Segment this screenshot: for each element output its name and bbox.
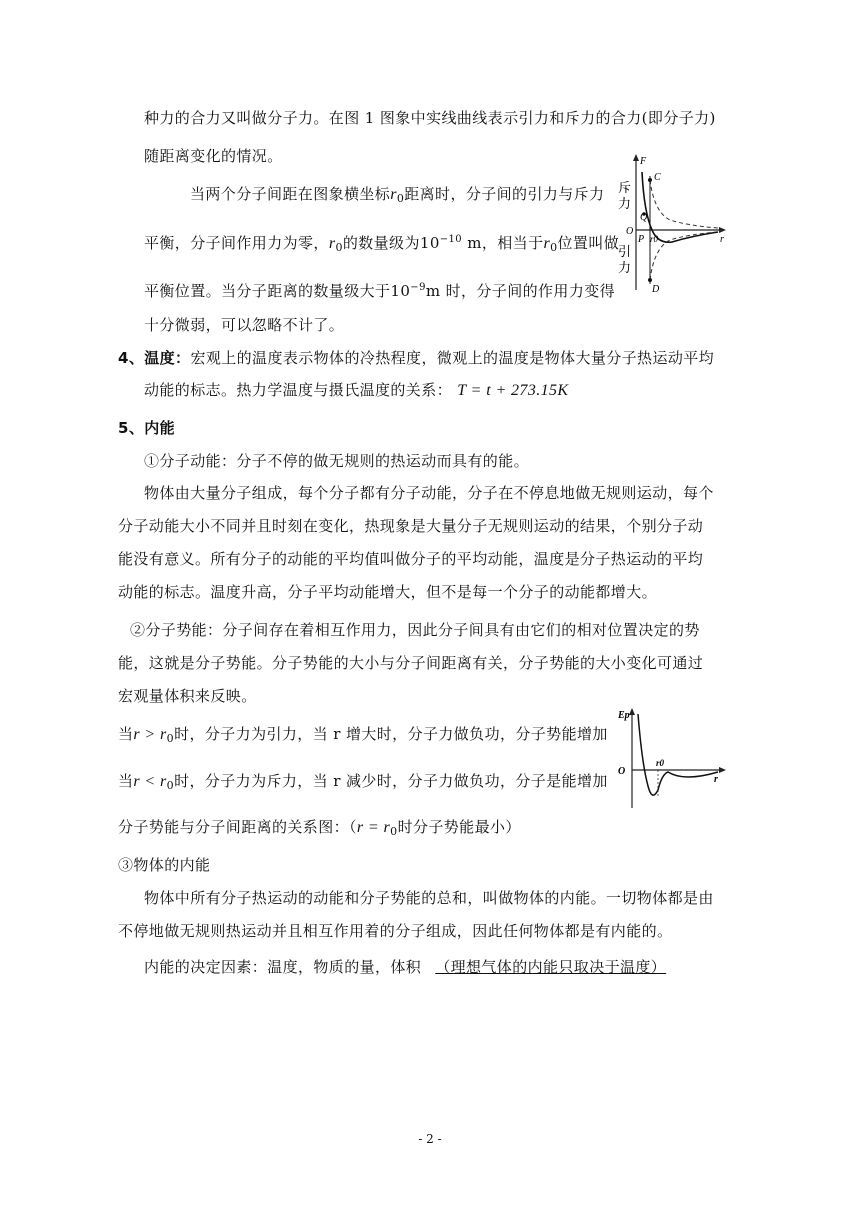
- text-line: 物体中所有分子热运动的动能和分子势能的总和，叫做物体的内能。一切物体都是由: [144, 889, 714, 907]
- text-line: 动能的标志。温度升高，分子平均动能增大，但不是每一个分子的动能都增大。: [118, 583, 658, 601]
- text-line: 物体由大量分子组成，每个分子都有分子动能，分子在不停息地做无规则运动，每个: [144, 484, 714, 502]
- y-arrow: [633, 154, 639, 161]
- label-li2: 力: [618, 260, 632, 275]
- label-D: D: [652, 284, 660, 294]
- x-arrow: [719, 227, 726, 233]
- label-Q: Q: [640, 212, 648, 223]
- text-line: 内能的决定因素：温度，物质的量，体积 （理想气体的内能只取决于温度）: [144, 958, 667, 976]
- label-Ep: Ep: [618, 710, 630, 721]
- underlined-note: （理想气体的内能只取决于温度）: [435, 958, 667, 976]
- label-O: O: [626, 226, 634, 237]
- text-line: 平衡位置。当分子距离的数量级大于$10^{-9}m$ 时，分子间的作用力变得: [144, 282, 616, 300]
- text-line: 平衡，分子间作用力为零，$r_0$的数量级为$10^{-10}$ m，相当于$r_0$位置叫做: [144, 234, 620, 254]
- label-r0: r0: [656, 758, 665, 768]
- subsection-heading: ③物体的内能: [118, 856, 211, 874]
- label-li: 力: [618, 196, 632, 211]
- text-line: 能，这就是分子势能。分子势能的大小与分子间距离有关，分子势能的大小变化可通过: [118, 654, 704, 672]
- label-r: r: [714, 774, 718, 785]
- label-r: r: [720, 234, 724, 245]
- text-line: 动能的标志。热力学温度与摄氏温度的关系： T = t + 273.15K: [144, 381, 569, 399]
- text-line: 当两个分子间距在图象横坐标$r_0$距离时，分子间的引力与斥力: [190, 185, 605, 205]
- text-line: 能没有意义。所有分子的动能的平均值叫做分子的平均动能，温度是分子热运动的平均: [118, 550, 704, 568]
- section-heading: 4、温度：: [118, 349, 191, 367]
- label-yin: 引: [618, 244, 632, 259]
- potential-curve: [638, 714, 718, 795]
- point-C: [648, 178, 652, 182]
- x-arrow: [719, 767, 726, 773]
- label-chi: 斥: [618, 180, 632, 195]
- text-line: 当$r < r_0$时，分子力为斥力，当 r 减少时，分子力做负功，分子是能增加: [118, 772, 608, 792]
- section-heading: 5、内能: [118, 419, 176, 437]
- label-r0: r0: [650, 234, 659, 244]
- text-line: 十分微弱，可以忽略不计了。: [144, 316, 345, 334]
- text-line: 分子势能与分子间距离的关系图：（$r = r_0$时分子势能最小）: [118, 818, 521, 838]
- text-line: ①分子动能：分子不停的做无规则的热运动而具有的能。: [144, 452, 530, 470]
- text-line: ②分子势能：分子间存在着相互作用力，因此分子间具有由它们的相对位置决定的势: [130, 621, 700, 639]
- potential-energy-figure: [614, 706, 726, 810]
- label-C: C: [654, 172, 661, 183]
- temperature-formula: T = t + 273.15K: [457, 382, 569, 399]
- molecular-force-figure: [606, 152, 730, 294]
- text-line: 当$r > r_0$时，分子力为引力，当 r 增大时，分子力做负功，分子势能增加: [118, 725, 608, 745]
- y-arrow: [629, 708, 635, 715]
- label-P: P: [638, 234, 645, 245]
- text-line: 种力的合力又叫做分子力。在图 1 图象中实线曲线表示引力和斥力的合力(即分子力): [144, 109, 716, 127]
- text-line: 4、温度：宏观上的温度表示物体的冷热程度，微观上的温度是物体大量分子热运动平均: [118, 349, 715, 367]
- text-line: 随距离变化的情况。: [144, 147, 283, 165]
- point-D: [648, 278, 652, 282]
- text-line: 分子动能大小不同并且时刻在变化，热现象是大量分子无规则运动的结果，个别分子动: [118, 517, 704, 535]
- page-number: - 2 -: [418, 1132, 442, 1146]
- repulsion-curve: [650, 180, 718, 228]
- label-F: F: [640, 156, 647, 167]
- text-line: 宏观量体积来反映。: [118, 687, 257, 705]
- label-O: O: [618, 766, 626, 777]
- text-line: 不停地做无规则热运动并且相互作用着的分子组成，因此任何物体都是有内能的。: [118, 922, 673, 940]
